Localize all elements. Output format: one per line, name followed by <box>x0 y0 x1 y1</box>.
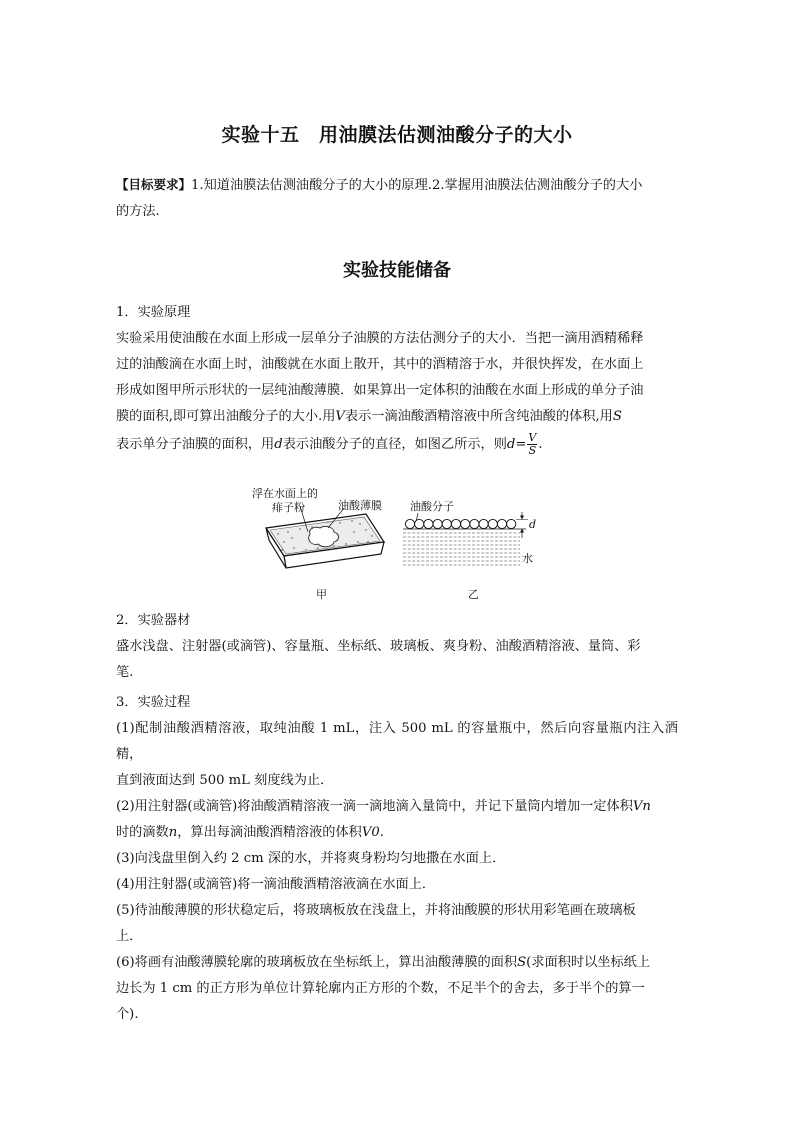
label-oil-molecule: 油酸分子 <box>410 500 454 513</box>
var-s: S <box>612 409 622 424</box>
label-powder-line2: 痱子粉 <box>272 501 305 514</box>
label-d: d <box>529 518 537 531</box>
experiment-figure <box>248 482 548 604</box>
equipment-line1: 盛水浅盘、注射器(或滴管)、容量瓶、坐标纸、玻璃板、爽身粉、油酸酒精溶液、量筒、彩 <box>116 639 641 654</box>
equipment-block <box>116 608 678 686</box>
caption-jia: 甲 <box>316 588 327 601</box>
step2-line2: 时的滴数n，算出每滴油酸酒精溶液的体积V0. <box>116 825 384 840</box>
var-v0: V0 <box>361 825 380 840</box>
goal-block <box>116 172 678 225</box>
var-s-area: S <box>517 955 527 970</box>
water-lines <box>403 533 520 565</box>
step4: (4)用注射器(或滴管)将一滴油酸酒精溶液滴在水面上． <box>116 877 436 892</box>
process-block <box>116 690 678 1028</box>
var-d: d <box>274 437 283 452</box>
label-oil-film: 油酸薄膜 <box>338 499 382 512</box>
principle-line5: 表示单分子油膜的面积，用d表示油酸分子的直径，如图乙所示，则d= $\frac{V}{S}$ . <box>116 431 543 457</box>
label-water: 水 <box>522 552 533 565</box>
formula-fraction <box>527 432 537 457</box>
step6-line3: 个). <box>116 1007 139 1022</box>
principle-line4: 膜的面积,即可算出油酸分子的大小.用V表示一滴油酸酒精溶液中所含纯油酸的体积,用S <box>116 409 622 424</box>
equipment-heading: 2．实验器材 <box>116 613 191 628</box>
page-title: 实验十五 用油膜法估测油酸分子的大小 <box>221 124 573 146</box>
step2-line1: (2)用注射器(或滴管)将油酸酒精溶液一滴一滴地滴入量筒中，并记下量筒内增加一定体积Vn <box>116 799 651 814</box>
step3: (3)向浅盘里倒入约 2 cm 深的水，并将爽身粉均匀地撒在水面上． <box>116 851 506 866</box>
tray-diagram <box>252 486 384 601</box>
goal-text-line1: 1.知道油膜法估测油酸分子的大小的原理.2.掌握用油膜法估测油酸分子的大小 <box>191 178 643 193</box>
step6-line2: 边长为 1 cm 的正方形为单位计算轮廓内正方形的个数，不足半个的舍去，多于半个的算一 <box>116 981 645 996</box>
principle-line1: 实验采用使油酸在水面上形成一层单分子油膜的方法估测分子的大小．当把一滴用酒精稀释 <box>116 331 644 346</box>
molecule-diagram <box>403 499 536 601</box>
var-n: n <box>168 825 178 840</box>
principle-block <box>116 300 678 458</box>
step5-line2: 上． <box>116 929 143 944</box>
principle-line3: 形成如图甲所示形状的一层纯油酸薄膜．如果算出一定体积的油酸在水面上形成的单分子油 <box>116 383 644 398</box>
formula-lhs: d= <box>506 437 527 452</box>
section-title: 实验技能储备 <box>343 260 451 281</box>
principle-line2: 过的油酸滴在水面上时，油酸就在水面上散开，其中的酒精溶于水，并很快挥发，在水面上 <box>116 357 644 372</box>
goal-text-line2: 的方法. <box>116 204 160 219</box>
formula-numerator: V <box>528 431 537 444</box>
step1-line2: 直到液面达到 500 mL 刻度线为止． <box>116 773 334 788</box>
process-heading: 3．实验过程 <box>116 695 191 710</box>
step1-line1: (1)配制油酸酒精溶液，取纯油酸 1 mL，注入 500 mL 的容量瓶中，然后向容量瓶内注入酒精， <box>116 721 678 762</box>
caption-yi: 乙 <box>468 588 479 601</box>
molecule-row <box>405 519 515 528</box>
equipment-line2: 笔. <box>116 665 134 680</box>
var-v: V <box>335 409 345 424</box>
goal-label: 【目标要求】 <box>116 177 192 192</box>
step5-line1: (5)待油酸薄膜的形状稳定后，将玻璃板放在浅盘上，并将油酸膜的形状用彩笔画在玻璃板 <box>116 903 636 918</box>
var-vn: Vn <box>632 799 651 814</box>
step6-line1: (6)将画有油酸薄膜轮廓的玻璃板放在坐标纸上，算出油酸薄膜的面积S(求面积时以坐标纸上 <box>116 955 651 970</box>
formula-denominator: S <box>528 444 537 457</box>
label-powder-line1: 浮在水面上的 <box>252 487 318 500</box>
principle-heading: 1．实验原理 <box>116 305 191 320</box>
